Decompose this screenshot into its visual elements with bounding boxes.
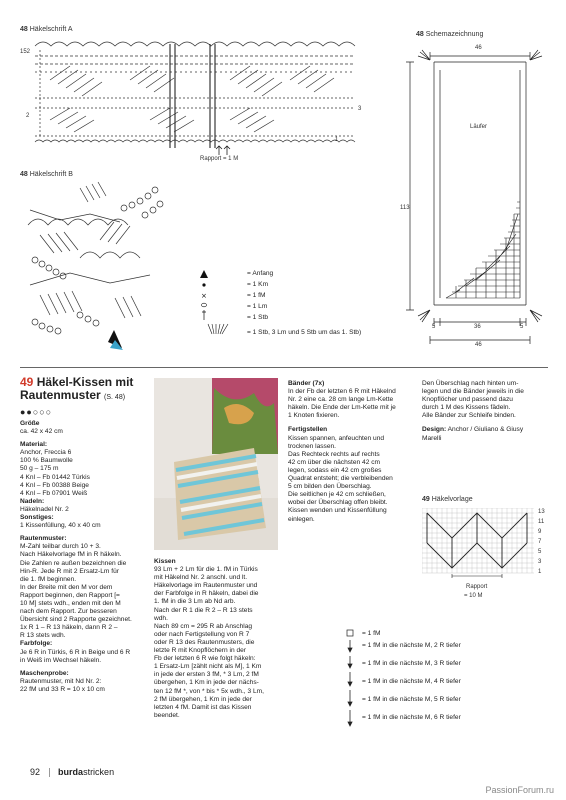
page-number: 92 [30, 767, 41, 777]
diagram-a-title: 48 Häkelschrift A [20, 26, 73, 33]
cushion-photo [154, 378, 278, 550]
section-divider [20, 367, 548, 368]
vorlage-title: 49 Häkelvorlage [422, 496, 473, 503]
rapport-arrows-a [205, 144, 245, 156]
vorlage-rapport: Rapport [466, 584, 488, 590]
vorlage-rapport-value: = 10 M [464, 593, 483, 599]
legend-c-item: = 1 fM in die nächste M, 6 R tiefer [362, 714, 461, 721]
schema-bottom-left: 5 [432, 324, 436, 330]
legend-c-item: = 1 fM in die nächste M, 2 R tiefer [362, 642, 461, 649]
legend-c-item: = 1 fM [362, 630, 381, 637]
legend-b-item: = 1 Km [247, 281, 269, 288]
schema-bottom-total: 46 [475, 342, 482, 348]
row-label-2: 2 [26, 113, 30, 119]
schema-bottom-mid: 36 [474, 324, 481, 330]
svg-text:×: × [201, 292, 207, 300]
row-label-152: 152 [20, 49, 31, 55]
schema-top-width: 46 [475, 45, 482, 51]
brand-bold: burda [58, 767, 84, 777]
schema-drawing [396, 40, 556, 350]
watermark: PassionForum.ru [485, 785, 554, 795]
legend-c-item: = 1 fM in die nächste M, 3 R tiefer [362, 660, 461, 667]
article-title: 49 Häkel-Kissen mit Rautenmuster (S. 48) [20, 375, 134, 402]
schema-title: 48 Schemazeichnung [416, 31, 484, 38]
page-footer [30, 767, 114, 777]
legend-b-item: = 1 Stb [247, 314, 269, 321]
column-2: Kissen 93 Lm + 2 Lm für die 1. fM in Türkis mit Häkelnd Nr. 2 anschl. und lt. Häkelvorlage im Rautenmuster und der Farbfolge in R häkeln, dabei die 1. fM in die 3 Lm ab Nd arb. Nach der R 1 die R 2 – R 13 stets wdh. Nach 89 cm = 295 R ab Anschlag oder nach Fertigstellung von R 7 oder R 13 des Rautenmusters, die letzte R mit Knopflöchern in der Fb der letzten 6 R wie folgt häkeln: 1 Ersatz-Lm [zählt nicht als M], 1 Km in jede der ersten 3 fM, * 3 Lm, 2 fM übergehen, 1 Km in jede der nächs- ten 12 fM *, von * bis * 5x wdh., 3 Lm, 2 fM übergehen, 1 Km in jede der letzten 4 fM. Damit ist das Kissen beendet. [154, 558, 264, 719]
column-1: Größe ca. 42 x 42 cm Material: Anchor, Freccia 6 100 % Baumwolle 50 g – 175 m 4 Knl – Fb 01442 Türkis 4 Knl – Fb 00388 Beige 4 Knl – Fb 07901 Weiß Nadeln: Häkelnadel Nr. 2 Sonstiges: 1 Kissenfüllung, 40 x 40 cm Rautenmuster: M-Zahl teilbar durch 10 + 3. Nach Häkelvorlage fM in R häkeln. Die Zahlen re außen bezeichnen die Hin-R. Jede R mit 2 Ersatz-Lm für die 1. fM beginnen. In der Breite mit den M vor dem Rapport beginnen, den Rapport [= 10 M] stets wdh., enden mit den M nach dem Rapport. Zur besseren Übersicht sind 2 Rapporte gezeichnet. 1x R 1 – R 13 häkeln, dann R 2 – R 13 stets wdh. Farbfolge: Je 6 R in Türkis, 6 R in Beige und 6 R in Weiß im Wechsel häkeln. Maschenprobe: Rautenmuster, mit Nd Nr. 2: 22 fM und 33 R = 10 x 10 cm [20, 420, 132, 693]
legend-b-item: = Anfang [247, 270, 274, 277]
difficulty-rating: ●●○○○ [20, 407, 53, 417]
vorlage-grid [422, 508, 538, 584]
crochet-chart-b [20, 180, 190, 350]
crochet-chart-a [30, 36, 360, 152]
legend-c-symbols [344, 628, 358, 728]
diagram-b-title: 48 Häkelschrift B [20, 171, 73, 178]
schema-bottom-right: 5 [520, 324, 524, 330]
row-label-3: 3 [358, 106, 362, 112]
vorlage-row-numbers: 13 11 9 7 5 3 1 [538, 509, 545, 575]
legend-b-item: = 1 Lm [247, 303, 268, 310]
column-4: Den Überschlag nach hinten um- legen und die Bänder jeweils in die Knopflöcher und passend dazu durch 1 M des Kissens fädeln. Alle Bänder zur Schleife binden. Design: Anchor / Giuliano & Giusy Marelli [422, 380, 524, 442]
brand-suffix: stricken [83, 767, 115, 777]
row-label-1: 1 [335, 137, 339, 143]
legend-b-symbols [200, 268, 240, 340]
legend-c-item: = 1 fM in die nächste M, 5 R tiefer [362, 696, 461, 703]
legend-c-item: = 1 fM in die nächste M, 4 R tiefer [362, 678, 461, 685]
rapport-label-a: Rapport = 1 M [200, 156, 239, 162]
column-3: Bänder (7x) In der Fb der letzten 6 R mit Häkelnd Nr. 2 eine ca. 28 cm lange Lm-Kette häkeln. Die Ende der Lm-Kette mit je 1 Knoten fixieren. Fertigstellen Kissen spannen, anfeuchten und trocknen lassen. Das Rechteck rechts auf rechts 42 cm über die nächsten 42 cm legen, sodass ein 42 cm großes Quadrat entsteht; die verbleibenden 5 cm bilden den Überschlag. Die seitlichen je 42 cm schließen, wobei der Überschlag offen bleibt. Kissen wenden und Kissenfüllung einlegen. [288, 380, 396, 523]
schema-height: 113 [400, 205, 410, 211]
schema-label: Läufer [470, 124, 488, 130]
legend-b-item: = 1 Stb, 3 Lm und 5 Stb um das 1. Stb) [247, 329, 362, 336]
legend-b-item: = 1 fM [247, 292, 266, 299]
